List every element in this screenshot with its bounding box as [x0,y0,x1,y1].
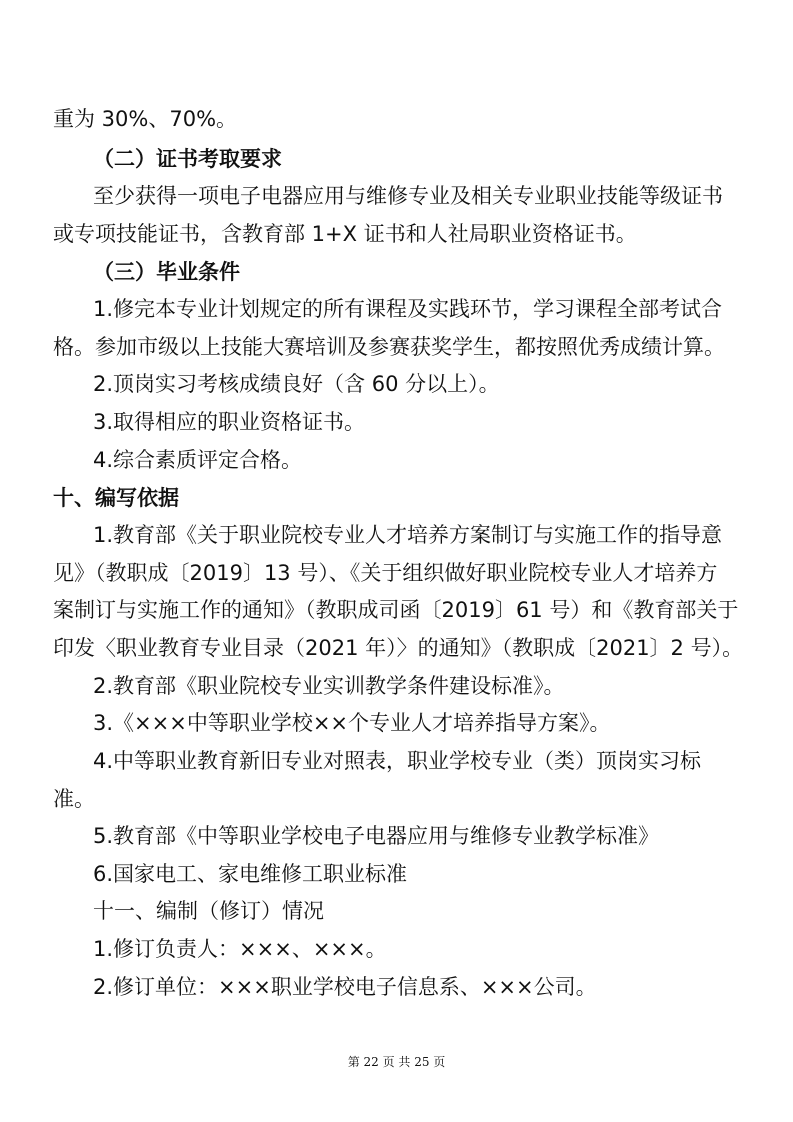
text-line: 4.综合素质评定合格。 [93,448,303,472]
section-heading: （三）毕业条件 [93,260,240,284]
text-line: 1.修订负责人：×××、×××。 [93,937,387,961]
text-line: 3.《×××中等职业学校××个专业人才培养指导方案》。 [93,711,611,735]
page-number-footer: 第 22 页 共 25 页 [347,1055,446,1069]
text-line: 见》（教职成〔2019〕13 号）、《关于组织做好职业院校专业人才培养方 [53,561,718,585]
text-line: 重为 30%、70%。 [53,107,238,131]
text-line: 3.取得相应的职业资格证书。 [93,410,366,434]
text-line: 5.教育部《中等职业学校电子电器应用与维修专业教学标准》 [93,824,660,848]
text-line: 2.顶岗实习考核成绩良好（含 60 分以上）。 [93,372,500,396]
text-line: 案制订与实施工作的通知》（教职成司函〔2019〕61 号）和《教育部关于 [53,598,739,622]
section-heading: （二）证书考取要求 [93,147,282,171]
text-line: 6.国家电工、家电维修工职业标准 [93,862,408,886]
text-line: 4.中等职业教育新旧专业对照表，职业学校专业（类）顶岗实习标 [93,749,702,773]
text-line: 或专项技能证书，含教育部 1+X 证书和人社局职业资格证书。 [53,222,637,246]
chapter-heading: 十一、编制（修订）情况 [93,899,324,923]
text-line: 1.修完本专业计划规定的所有课程及实践环节，学习课程全部考试合 [93,297,723,321]
text-line: 1.教育部《关于职业院校专业人才培养方案制订与实施工作的指导意 [93,523,723,547]
chapter-heading: 十、编写依据 [53,486,179,510]
text-line: 2.教育部《职业院校专业实训教学条件建设标准》。 [93,674,565,698]
text-line: 至少获得一项电子电器应用与维修专业及相关专业职业技能等级证书 [93,184,723,208]
text-line: 格。参加市级以上技能大赛培训及参赛获奖学生，都按照优秀成绩计算。 [53,335,725,359]
text-line: 准。 [53,787,95,811]
text-line: 印发〈职业教育专业目录（2021 年）〉的通知》（教职成〔2021〕2 号）。 [53,636,744,660]
text-line: 2.修订单位：×××职业学校电子信息系、×××公司。 [93,975,597,999]
